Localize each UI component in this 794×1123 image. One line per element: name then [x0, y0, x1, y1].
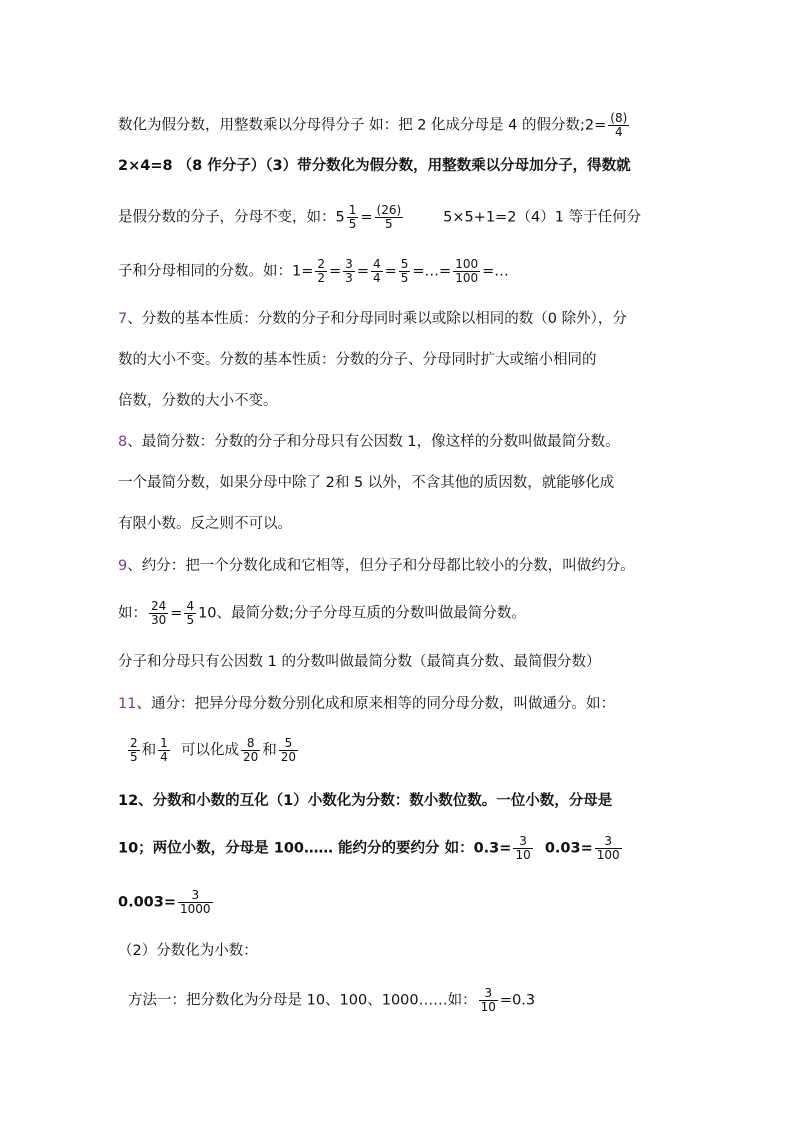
text-line-14: 11、通分：把异分母分数分别化成和原来相等的同分母分数，叫做通分。如： [118, 696, 615, 712]
text-line-13: 分子和分母只有公因数 1 的分数叫做最简分数（最简真分数、最简假分数） [118, 654, 601, 670]
text-line-4: 子和分母相同的分数。如：1= $\frac{2}{2}$ = $\frac{3}{3}$ = $\frac{4}{4}$ = $\frac{5}{5}$ =…= $\frac{100}{100}$ =… [118, 257, 509, 285]
text-line-12: 如： $\frac{24}{30}$ = $\frac{4}{5}$ 10、最简分数;分子分母互质的分数叫做最简分数。 [118, 599, 526, 627]
text-line-10: 有限小数。反之则不可以。 [118, 516, 292, 532]
text-line-9: 一个最简分数，如果分母中除了 2和 5 以外，不含其他的质因数，就能够化成 [118, 475, 615, 491]
item-number: 8 [118, 434, 128, 450]
line-text: 数化为假分数，用整数乘以分母得分子 如：把 2 化成分母是 4 的假分数;2= [118, 117, 607, 134]
text-line-17: 10；两位小数，分母是 100…… 能约分的要约分 如：0.3= $\frac{3}{10}$ 0.03= $\frac{3}{100}$ [118, 834, 620, 862]
text-line-6: 数的大小不变。分数的基本性质：分数的分子、分母同时扩大或缩小相同的 [118, 352, 597, 368]
text-line-2 [118, 156, 688, 176]
fraction: $\frac{3}{3}$ [345, 257, 353, 285]
fraction: $\frac{3}{10}$ [515, 834, 531, 862]
text-line-3: 是假分数的分子，分母不变，如：5 $\frac{1}{5}$ = $\frac{(26)}{5}$ 5×5+1=2（4）1 等于任何分 [118, 203, 642, 231]
text-line-19: （2）分数化为小数： [118, 943, 258, 959]
line-text: 2×4=8 （8 作分子）（3）带分数化为假分数，用整数乘以分母加分子，得数就 [118, 158, 631, 174]
fraction: $\frac{2}{5}$ [130, 736, 138, 764]
item-number: 7 [118, 311, 128, 327]
text-line-18: 0.003= $\frac{3}{1000}$ [118, 888, 211, 916]
text-line-15: $\frac{2}{5}$ 和 $\frac{1}{4}$ 可以化成 $\frac{8}{20}$ 和 $\frac{5}{20}$ [130, 736, 297, 764]
fraction: $\frac{2}{2}$ [317, 257, 326, 285]
fraction: $\frac{3}{1000}$ [180, 888, 211, 916]
item-number: 9 [118, 558, 128, 574]
text-line-7: 倍数，分数的大小不变。 [118, 393, 278, 409]
fraction: $\frac{5}{20}$ [280, 736, 297, 764]
fraction: $\frac{4}{5}$ [186, 599, 195, 627]
text-line-5: 7、分数的基本性质：分数的分子和分母同时乘以或除以相同的数（0 除外），分 [118, 311, 627, 327]
text-line-8: 8、最简分数：分数的分子和分母只有公因数 1，像这样的分数叫做最简分数。 [118, 434, 620, 450]
fraction: $\frac{(26)}{5}$ [376, 203, 402, 231]
fraction: $\frac{8}{20}$ [243, 736, 259, 764]
text-line-11: 9、约分：把一个分数化成和它相等，但分子和分母都比较小的分数，叫做约分。 [118, 558, 635, 574]
fraction: $\frac{3}{10}$ [480, 986, 496, 1014]
fraction: $\frac{3}{100}$ [596, 834, 620, 862]
fraction: $\frac{1}{4}$ [160, 736, 168, 764]
fraction: $\frac{100}{100}$ [455, 257, 479, 285]
item-number: 11 [118, 696, 137, 712]
fraction: $\frac{5}{5}$ [400, 257, 409, 285]
text-line-20: 方法一：把分数化为分母是 10、100、1000……如： $\frac{3}{10}$ =0.3 [128, 986, 536, 1014]
fraction: $\frac{24}{30}$ [151, 599, 167, 627]
text-line-1 [118, 112, 688, 139]
fraction: $\frac{4}{4}$ [372, 257, 381, 285]
fraction: $\frac{(8)}{4}$ [610, 111, 628, 139]
fraction: $\frac{1}{5}$ [348, 203, 357, 231]
text-line-16: 12、分数和小数的互化（1）小数化为分数：数小数位数。一位小数，分母是 [118, 793, 613, 809]
